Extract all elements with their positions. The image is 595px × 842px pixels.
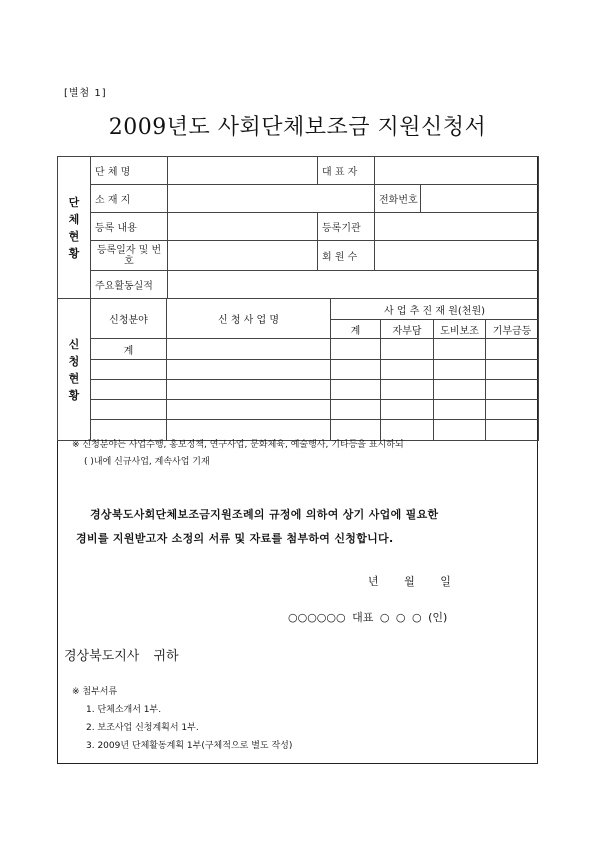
table-cell[interactable]: [434, 400, 486, 420]
table-cell[interactable]: [434, 420, 486, 441]
attachment-item: 2. 보조사업 신청계획서 1부.: [86, 723, 199, 733]
table-row: [58, 400, 539, 420]
sum-row-label: 계: [91, 339, 167, 360]
total-header: 계: [331, 320, 381, 339]
field-header: 신청분야: [91, 299, 167, 339]
representative-field[interactable]: [375, 157, 539, 185]
address-label: 소 재 지: [91, 185, 168, 213]
project-header: 신 청 사 업 명: [167, 299, 331, 339]
field-note-line-2: ( )내에 신규사업, 계속사업 기재: [84, 457, 210, 467]
phone-field[interactable]: [421, 185, 539, 213]
table-cell[interactable]: [486, 339, 539, 360]
table-cell[interactable]: [381, 339, 434, 360]
table-cell[interactable]: [91, 400, 167, 420]
table-cell[interactable]: [434, 360, 486, 380]
table-cell[interactable]: [167, 360, 331, 380]
table-cell[interactable]: [331, 380, 381, 400]
registration-org-label: 등록기관: [318, 213, 375, 241]
org-row-address: [58, 185, 539, 213]
table-cell[interactable]: [91, 380, 167, 400]
org-row-registration: [58, 213, 539, 241]
table-cell[interactable]: [91, 360, 167, 380]
table-cell[interactable]: [381, 400, 434, 420]
addressee: 경상북도지사 귀하: [64, 649, 179, 664]
table-cell[interactable]: [331, 360, 381, 380]
table-cell[interactable]: [381, 380, 434, 400]
funding-header: 사 업 추 진 재 원(천원): [331, 299, 539, 320]
annex-label: [별첨 1]: [64, 88, 107, 99]
table-cell[interactable]: [434, 339, 486, 360]
app-header-row-1: [58, 299, 539, 320]
table-cell[interactable]: [486, 400, 539, 420]
table-cell[interactable]: [167, 400, 331, 420]
table-cell[interactable]: [331, 339, 381, 360]
attachments-heading: ※ 첨부서류: [72, 687, 118, 697]
registration-date-field[interactable]: [168, 241, 318, 271]
activities-label: 주요활동실적: [91, 271, 168, 299]
phone-label: 전화번호: [375, 185, 421, 213]
date-line: 년 월 일: [368, 575, 451, 588]
donation-header: 기부금등: [486, 320, 539, 339]
statement-line-2: 경비를 지원받고자 소정의 서류 및 자료를 첨부하여 신청합니다.: [76, 532, 394, 545]
members-label: 회 원 수: [318, 241, 375, 271]
application-status-table: [57, 298, 539, 441]
attachment-item: 3. 2009년 단체활동계획 1부(구체적으로 별도 작성): [86, 741, 293, 751]
table-cell[interactable]: [486, 380, 539, 400]
org-name-label: 단 체 명: [91, 157, 168, 185]
registration-date-label: 등록일자 및 번호: [91, 241, 168, 271]
org-name-field[interactable]: [168, 157, 318, 185]
table-cell[interactable]: [381, 360, 434, 380]
representative-label: 대 표 자: [318, 157, 375, 185]
registration-org-field[interactable]: [375, 213, 539, 241]
statement-line-1: 경상북도사회단체보조금지원조례의 규정에 의하여 상기 사업에 필요한: [90, 508, 439, 521]
signer-line: ○○○○○○ 대표 ○ ○ ○ (인): [288, 611, 448, 624]
address-field[interactable]: [168, 185, 375, 213]
field-note: [72, 437, 404, 471]
application-group-label: 신 청 현 황: [58, 299, 91, 441]
table-cell[interactable]: [167, 380, 331, 400]
attachment-item: 1. 단체소개서 1부.: [86, 705, 162, 715]
org-row-reg-date: [58, 241, 539, 271]
org-group-label: 단 체 현 황: [58, 157, 91, 299]
sum-row: [58, 339, 539, 360]
province-subsidy-header: 도비보조: [434, 320, 486, 339]
org-row-name: [58, 157, 539, 185]
attachments: [72, 683, 292, 755]
registration-type-label: 등록 내용: [91, 213, 168, 241]
table-cell[interactable]: [486, 420, 539, 441]
table-row: [58, 360, 539, 380]
org-row-activities: [58, 271, 539, 299]
form-title: 2009년도 사회단체보조금 지원신청서: [108, 115, 487, 140]
table-cell[interactable]: [331, 400, 381, 420]
application-statement: [76, 503, 526, 551]
table-cell[interactable]: [167, 339, 331, 360]
table-cell[interactable]: [434, 380, 486, 400]
registration-type-field[interactable]: [168, 213, 318, 241]
org-status-table: [57, 156, 539, 299]
table-row: [58, 380, 539, 400]
field-note-line-1: ※ 신청분야는 사업수행, 홍보정책, 연구사업, 문화체육, 예술행사, 기타등을 표시하되: [72, 440, 404, 450]
activities-field[interactable]: [168, 271, 539, 299]
table-cell[interactable]: [486, 360, 539, 380]
members-field[interactable]: [375, 241, 539, 271]
self-funding-header: 자부담: [381, 320, 434, 339]
